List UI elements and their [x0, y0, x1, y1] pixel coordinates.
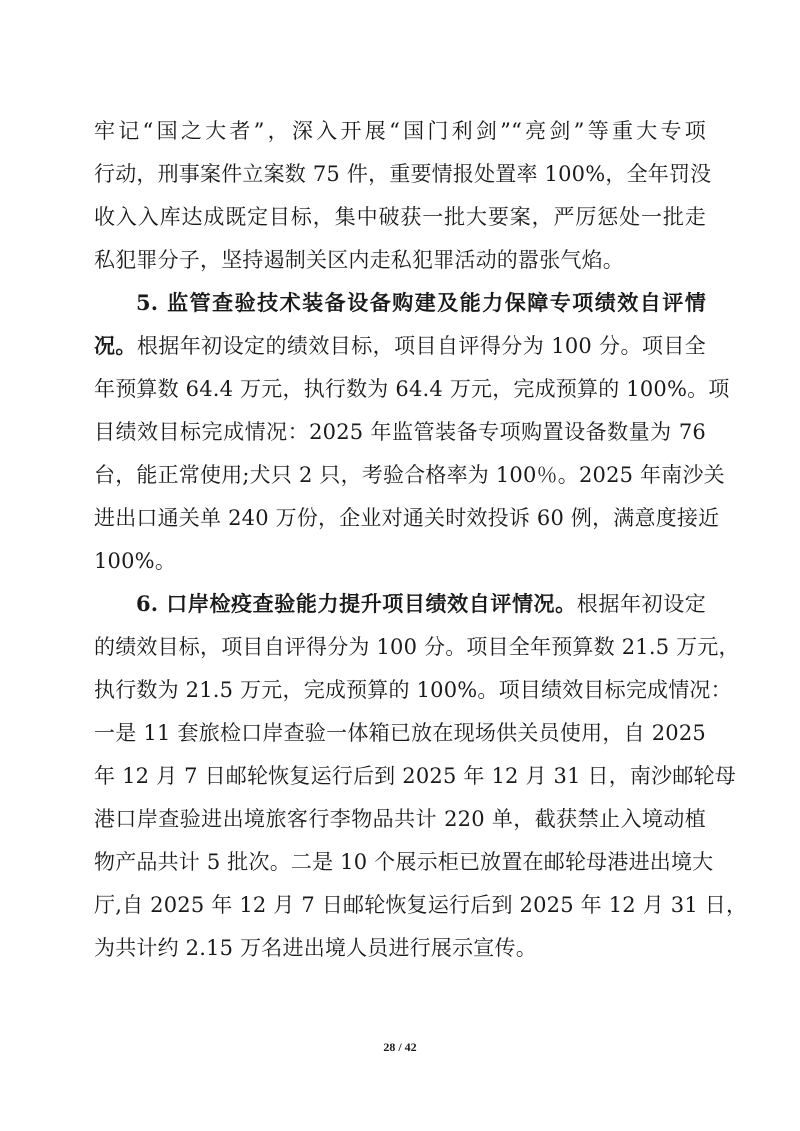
section-6-line-5: 年 12 月 7 日邮轮恢复运行后到 2025 年 12 月 31 日，南沙邮轮母 [94, 764, 736, 788]
section-5-line-2: 年预算数 64.4 万元，执行数为 64.4 万元，完成预算的 100%。项 [94, 377, 730, 401]
section-5-line-1 [94, 332, 706, 360]
section-6-line-4: 一是 11 套旅检口岸查验一体箱已放在现场供关员使用，自 2025 [94, 721, 706, 745]
section-5-line-4: 台，能正常使用;犬只 2 只，考验合格率为 100％。2025 年南沙关 [94, 463, 725, 487]
paragraph-1-line-3: 收入入库达成既定目标，集中破获一批大要案，严厉惩处一批走 [94, 205, 706, 229]
section-6-heading: 6. 口岸检疫查验能力提升项目绩效自评情况。 [136, 591, 577, 616]
paragraph-1-line-4: 私犯罪分子，坚持遏制关区内走私犯罪活动的嚣张气焰。 [94, 248, 624, 272]
paragraph-1-line-1: 牢记“国之大者”，深入开展“国门利剑”“亮剑”等重大专项 [94, 119, 706, 143]
section-5-heading-tail: 况。 [94, 333, 137, 358]
section-6-line-9: 为共计约 2.15 万名进出境人员进行展示宣传。 [94, 936, 537, 960]
section-5-line-5: 进出口通关单 240 万份，企业对通关时效投诉 60 例，满意度接近 [94, 506, 720, 530]
section-5-heading: 5. 监管查验技术装备设备购建及能力保障专项绩效自评情 [136, 290, 706, 315]
section-6-line-7: 物产品共计 5 批次。二是 10 个展示柜已放置在邮轮母港进出境大 [94, 850, 714, 874]
section-5-line-6: 100%。 [94, 549, 177, 573]
page-number: 28 / 42 [383, 1040, 417, 1054]
section-6-line-2: 的绩效目标，项目自评得分为 100 分。项目全年预算数 21.5 万元， [94, 635, 740, 659]
section-6-line-8: 厅,自 2025 年 12 月 7 日邮轮恢复运行后到 2025 年 12 月 31 日， [94, 893, 748, 917]
section-5-line-1-text: 根据年初设定的绩效目标，项目自评得分为 100 分。项目全 [136, 334, 706, 358]
section-5-line-3: 目绩效目标完成情况：2025 年监管装备专项购置设备数量为 76 [94, 420, 706, 444]
section-6-line-1-text: 根据年初设定 [576, 592, 706, 616]
section-6-line-1 [136, 590, 706, 618]
section-6-line-3: 执行数为 21.5 万元，完成预算的 100%。项目绩效目标完成情况： [94, 678, 732, 702]
paragraph-1-line-2: 行动，刑事案件立案数 75 件，重要情报处置率 100%，全年罚没 [94, 162, 712, 186]
section-6-line-6: 港口岸查验进出境旅客行李物品共计 220 单，截获禁止入境动植 [94, 807, 706, 831]
